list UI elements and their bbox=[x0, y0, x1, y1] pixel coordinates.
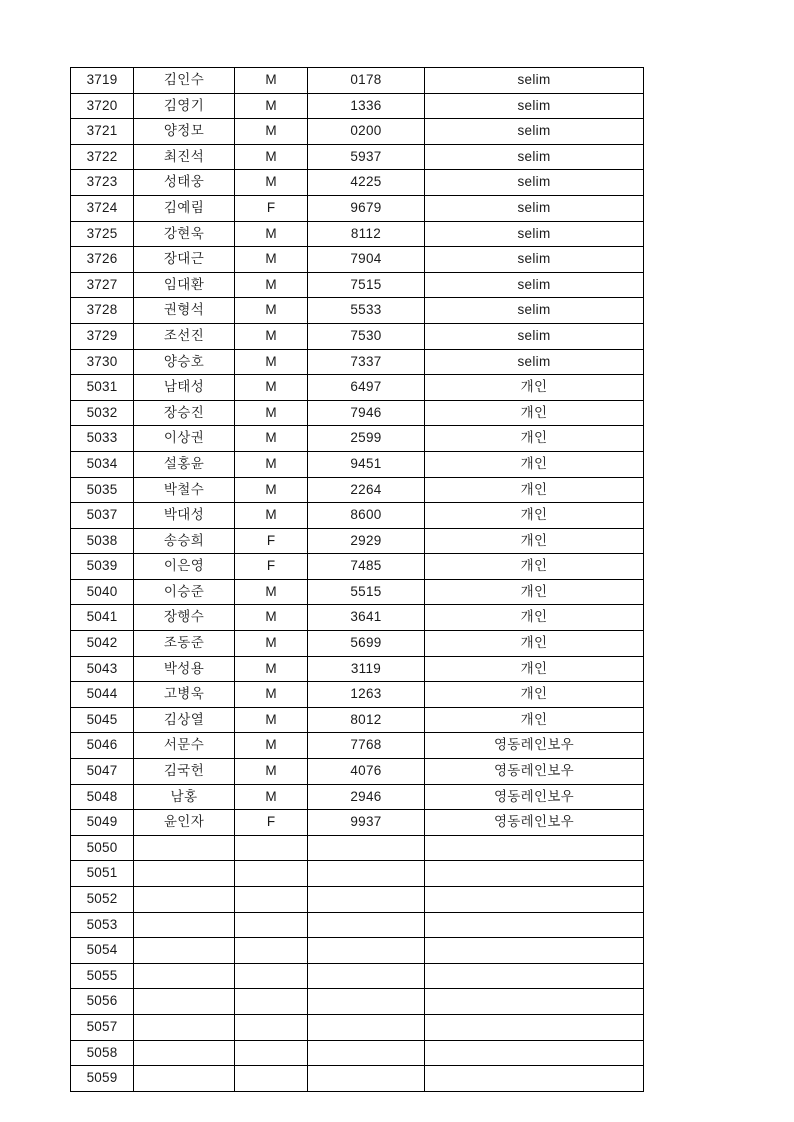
table-cell-sex: M bbox=[235, 144, 308, 170]
table-cell-num: 7530 bbox=[308, 323, 425, 349]
table-cell-name bbox=[134, 912, 235, 938]
table-cell-name: 이승준 bbox=[134, 579, 235, 605]
table-cell-sex bbox=[235, 1066, 308, 1092]
table-cell-org bbox=[425, 861, 644, 887]
table-cell-num: 5515 bbox=[308, 579, 425, 605]
table-cell-id: 5038 bbox=[71, 528, 134, 554]
table-cell-id: 5050 bbox=[71, 835, 134, 861]
table-cell-num: 7768 bbox=[308, 733, 425, 759]
table-cell-name: 박성용 bbox=[134, 656, 235, 682]
table-cell-num: 9451 bbox=[308, 451, 425, 477]
table-cell-id: 5043 bbox=[71, 656, 134, 682]
table-cell-num: 8112 bbox=[308, 221, 425, 247]
table-cell-id: 3727 bbox=[71, 272, 134, 298]
table-cell-name: 김인수 bbox=[134, 68, 235, 94]
table-cell-id: 5039 bbox=[71, 554, 134, 580]
table-cell-org bbox=[425, 963, 644, 989]
table-cell-org: selim bbox=[425, 298, 644, 324]
table-cell-id: 3723 bbox=[71, 170, 134, 196]
table-cell-sex: M bbox=[235, 477, 308, 503]
table-cell-sex: M bbox=[235, 682, 308, 708]
table-cell-org bbox=[425, 989, 644, 1015]
table-cell-num bbox=[308, 912, 425, 938]
table-cell-id: 5041 bbox=[71, 605, 134, 631]
table-cell-org: 개인 bbox=[425, 579, 644, 605]
table-cell-sex: M bbox=[235, 375, 308, 401]
table-cell-org: 개인 bbox=[425, 477, 644, 503]
table-row bbox=[71, 605, 644, 631]
table-cell-num: 7337 bbox=[308, 349, 425, 375]
table-cell-name: 박철수 bbox=[134, 477, 235, 503]
table-cell-id: 5032 bbox=[71, 400, 134, 426]
table-cell-id: 3721 bbox=[71, 119, 134, 145]
table-cell-name: 성태웅 bbox=[134, 170, 235, 196]
table-cell-name: 장행수 bbox=[134, 605, 235, 631]
table-cell-name: 양정모 bbox=[134, 119, 235, 145]
table-cell-id: 5054 bbox=[71, 938, 134, 964]
roster-table bbox=[70, 67, 644, 1092]
table-cell-id: 5045 bbox=[71, 707, 134, 733]
table-cell-num: 9937 bbox=[308, 810, 425, 836]
table-row bbox=[71, 349, 644, 375]
table-row bbox=[71, 119, 644, 145]
table-cell-sex: M bbox=[235, 400, 308, 426]
table-cell-sex bbox=[235, 963, 308, 989]
table-cell-org bbox=[425, 912, 644, 938]
table-row bbox=[71, 272, 644, 298]
table-row bbox=[71, 298, 644, 324]
table-cell-name: 최진석 bbox=[134, 144, 235, 170]
table-cell-num: 2929 bbox=[308, 528, 425, 554]
table-cell-name: 김예림 bbox=[134, 195, 235, 221]
table-cell-sex: M bbox=[235, 349, 308, 375]
table-row bbox=[71, 93, 644, 119]
table-row bbox=[71, 579, 644, 605]
table-cell-id: 3729 bbox=[71, 323, 134, 349]
table-cell-id: 5033 bbox=[71, 426, 134, 452]
table-cell-name: 강현욱 bbox=[134, 221, 235, 247]
table-row bbox=[71, 195, 644, 221]
table-cell-name: 김상열 bbox=[134, 707, 235, 733]
table-row bbox=[71, 912, 644, 938]
table-cell-name bbox=[134, 835, 235, 861]
table-cell-num: 1263 bbox=[308, 682, 425, 708]
table-cell-num bbox=[308, 989, 425, 1015]
table-row bbox=[71, 810, 644, 836]
table-cell-id: 5053 bbox=[71, 912, 134, 938]
table-row bbox=[71, 631, 644, 657]
table-cell-sex: M bbox=[235, 119, 308, 145]
table-cell-org: 개인 bbox=[425, 375, 644, 401]
table-cell-sex: F bbox=[235, 554, 308, 580]
table-cell-org: 개인 bbox=[425, 682, 644, 708]
table-cell-name: 서문수 bbox=[134, 733, 235, 759]
table-cell-name bbox=[134, 1014, 235, 1040]
table-cell-sex: M bbox=[235, 656, 308, 682]
table-row bbox=[71, 426, 644, 452]
table-cell-id: 5040 bbox=[71, 579, 134, 605]
table-cell-name: 권형석 bbox=[134, 298, 235, 324]
table-cell-num: 9679 bbox=[308, 195, 425, 221]
table-cell-sex bbox=[235, 912, 308, 938]
table-cell-num: 7904 bbox=[308, 247, 425, 273]
table-cell-org bbox=[425, 938, 644, 964]
table-cell-org: 개인 bbox=[425, 631, 644, 657]
table-row bbox=[71, 323, 644, 349]
table-cell-name bbox=[134, 989, 235, 1015]
table-row bbox=[71, 759, 644, 785]
table-cell-num: 3641 bbox=[308, 605, 425, 631]
table-cell-num: 4076 bbox=[308, 759, 425, 785]
table-cell-name: 남홍 bbox=[134, 784, 235, 810]
table-cell-id: 3724 bbox=[71, 195, 134, 221]
table-cell-org: 개인 bbox=[425, 554, 644, 580]
table-cell-num: 3119 bbox=[308, 656, 425, 682]
table-cell-org: 영동레인보우 bbox=[425, 759, 644, 785]
table-cell-num bbox=[308, 1066, 425, 1092]
table-cell-num: 7515 bbox=[308, 272, 425, 298]
table-cell-sex: M bbox=[235, 247, 308, 273]
table-cell-sex: M bbox=[235, 784, 308, 810]
table-cell-name: 남태성 bbox=[134, 375, 235, 401]
table-cell-name: 양승호 bbox=[134, 349, 235, 375]
table-cell-org bbox=[425, 887, 644, 913]
table-row bbox=[71, 400, 644, 426]
table-cell-sex: M bbox=[235, 707, 308, 733]
table-cell-sex: F bbox=[235, 195, 308, 221]
table-cell-num: 5937 bbox=[308, 144, 425, 170]
table-cell-sex: M bbox=[235, 93, 308, 119]
table-cell-name: 장승진 bbox=[134, 400, 235, 426]
table-cell-sex: M bbox=[235, 503, 308, 529]
table-cell-num: 7946 bbox=[308, 400, 425, 426]
table-cell-org: selim bbox=[425, 221, 644, 247]
table-cell-name: 이은영 bbox=[134, 554, 235, 580]
table-cell-name bbox=[134, 887, 235, 913]
table-cell-org: selim bbox=[425, 195, 644, 221]
table-cell-sex: F bbox=[235, 810, 308, 836]
table-cell-num: 4225 bbox=[308, 170, 425, 196]
table-row bbox=[71, 835, 644, 861]
table-cell-org: 영동레인보우 bbox=[425, 733, 644, 759]
table-row bbox=[71, 68, 644, 94]
table-cell-name: 김국헌 bbox=[134, 759, 235, 785]
table-cell-id: 3730 bbox=[71, 349, 134, 375]
table-cell-name: 송승희 bbox=[134, 528, 235, 554]
table-cell-id: 5056 bbox=[71, 989, 134, 1015]
table-row bbox=[71, 963, 644, 989]
table-row bbox=[71, 682, 644, 708]
table-row bbox=[71, 861, 644, 887]
table-cell-num: 7485 bbox=[308, 554, 425, 580]
table-row bbox=[71, 989, 644, 1015]
table-row bbox=[71, 707, 644, 733]
table-cell-num: 8600 bbox=[308, 503, 425, 529]
table-cell-num: 0200 bbox=[308, 119, 425, 145]
table-cell-id: 5031 bbox=[71, 375, 134, 401]
table-row bbox=[71, 477, 644, 503]
table-cell-sex: F bbox=[235, 528, 308, 554]
table-cell-name: 고병욱 bbox=[134, 682, 235, 708]
roster-table-container bbox=[70, 67, 643, 1092]
table-cell-name: 윤인자 bbox=[134, 810, 235, 836]
table-row bbox=[71, 375, 644, 401]
table-cell-id: 5055 bbox=[71, 963, 134, 989]
table-cell-sex bbox=[235, 861, 308, 887]
table-cell-id: 5051 bbox=[71, 861, 134, 887]
table-cell-num bbox=[308, 887, 425, 913]
table-cell-id: 5058 bbox=[71, 1040, 134, 1066]
table-cell-org: selim bbox=[425, 119, 644, 145]
table-cell-name: 이상권 bbox=[134, 426, 235, 452]
table-cell-sex: M bbox=[235, 272, 308, 298]
table-row bbox=[71, 554, 644, 580]
table-cell-num bbox=[308, 835, 425, 861]
table-cell-org: selim bbox=[425, 349, 644, 375]
table-cell-sex bbox=[235, 1014, 308, 1040]
table-cell-name bbox=[134, 1040, 235, 1066]
table-cell-name bbox=[134, 938, 235, 964]
table-cell-num: 1336 bbox=[308, 93, 425, 119]
table-cell-num: 2946 bbox=[308, 784, 425, 810]
table-cell-sex: M bbox=[235, 68, 308, 94]
table-row bbox=[71, 170, 644, 196]
table-cell-org: 개인 bbox=[425, 426, 644, 452]
table-cell-org: selim bbox=[425, 323, 644, 349]
table-row bbox=[71, 1066, 644, 1092]
table-cell-num bbox=[308, 938, 425, 964]
table-cell-sex: M bbox=[235, 733, 308, 759]
table-cell-num: 0178 bbox=[308, 68, 425, 94]
table-row bbox=[71, 451, 644, 477]
table-cell-id: 5046 bbox=[71, 733, 134, 759]
table-row bbox=[71, 528, 644, 554]
table-row bbox=[71, 503, 644, 529]
table-row bbox=[71, 221, 644, 247]
table-cell-id: 5048 bbox=[71, 784, 134, 810]
table-cell-org: 영동레인보우 bbox=[425, 784, 644, 810]
table-cell-org bbox=[425, 835, 644, 861]
table-cell-org: 영동레인보우 bbox=[425, 810, 644, 836]
table-cell-sex bbox=[235, 938, 308, 964]
table-cell-name bbox=[134, 1066, 235, 1092]
table-cell-name: 김영기 bbox=[134, 93, 235, 119]
table-cell-org: selim bbox=[425, 272, 644, 298]
table-row bbox=[71, 656, 644, 682]
table-cell-num bbox=[308, 1040, 425, 1066]
table-cell-id: 3720 bbox=[71, 93, 134, 119]
table-cell-sex: M bbox=[235, 298, 308, 324]
table-cell-sex bbox=[235, 835, 308, 861]
table-cell-sex: M bbox=[235, 170, 308, 196]
table-cell-id: 5034 bbox=[71, 451, 134, 477]
table-cell-org bbox=[425, 1066, 644, 1092]
table-cell-num bbox=[308, 861, 425, 887]
table-cell-num: 5699 bbox=[308, 631, 425, 657]
table-cell-sex: M bbox=[235, 451, 308, 477]
table-cell-org: 개인 bbox=[425, 605, 644, 631]
table-cell-sex: M bbox=[235, 221, 308, 247]
table-cell-id: 5057 bbox=[71, 1014, 134, 1040]
table-cell-org: selim bbox=[425, 170, 644, 196]
table-cell-id: 5035 bbox=[71, 477, 134, 503]
table-row bbox=[71, 247, 644, 273]
table-cell-id: 3722 bbox=[71, 144, 134, 170]
table-cell-id: 5044 bbox=[71, 682, 134, 708]
table-cell-num bbox=[308, 963, 425, 989]
table-cell-id: 5047 bbox=[71, 759, 134, 785]
table-cell-org: selim bbox=[425, 68, 644, 94]
table-cell-num bbox=[308, 1014, 425, 1040]
table-row bbox=[71, 784, 644, 810]
table-cell-id: 3726 bbox=[71, 247, 134, 273]
table-cell-sex bbox=[235, 1040, 308, 1066]
table-cell-name: 임대환 bbox=[134, 272, 235, 298]
table-cell-org: 개인 bbox=[425, 528, 644, 554]
table-cell-num: 8012 bbox=[308, 707, 425, 733]
table-cell-org: 개인 bbox=[425, 400, 644, 426]
table-cell-id: 5037 bbox=[71, 503, 134, 529]
table-row bbox=[71, 1014, 644, 1040]
table-cell-org: 개인 bbox=[425, 707, 644, 733]
table-cell-name: 박대성 bbox=[134, 503, 235, 529]
table-cell-id: 5052 bbox=[71, 887, 134, 913]
table-cell-name: 설홍윤 bbox=[134, 451, 235, 477]
table-cell-org: 개인 bbox=[425, 451, 644, 477]
table-cell-sex: M bbox=[235, 631, 308, 657]
table-cell-sex bbox=[235, 989, 308, 1015]
table-cell-num: 5533 bbox=[308, 298, 425, 324]
table-row bbox=[71, 938, 644, 964]
table-row bbox=[71, 733, 644, 759]
table-cell-org: 개인 bbox=[425, 656, 644, 682]
table-cell-name bbox=[134, 861, 235, 887]
table-cell-num: 6497 bbox=[308, 375, 425, 401]
table-cell-name: 조동준 bbox=[134, 631, 235, 657]
roster-table-body bbox=[71, 68, 644, 1092]
table-cell-org: selim bbox=[425, 93, 644, 119]
table-cell-name: 장대근 bbox=[134, 247, 235, 273]
table-cell-num: 2599 bbox=[308, 426, 425, 452]
table-cell-id: 3719 bbox=[71, 68, 134, 94]
table-cell-sex: M bbox=[235, 605, 308, 631]
table-cell-name bbox=[134, 963, 235, 989]
table-cell-id: 3725 bbox=[71, 221, 134, 247]
table-cell-num: 2264 bbox=[308, 477, 425, 503]
table-cell-id: 5059 bbox=[71, 1066, 134, 1092]
table-cell-org bbox=[425, 1040, 644, 1066]
table-cell-sex: M bbox=[235, 426, 308, 452]
table-cell-sex: M bbox=[235, 759, 308, 785]
table-row bbox=[71, 144, 644, 170]
table-cell-org: 개인 bbox=[425, 503, 644, 529]
table-cell-name: 조선진 bbox=[134, 323, 235, 349]
table-cell-org bbox=[425, 1014, 644, 1040]
table-cell-id: 3728 bbox=[71, 298, 134, 324]
table-cell-sex: M bbox=[235, 579, 308, 605]
table-cell-id: 5049 bbox=[71, 810, 134, 836]
table-row bbox=[71, 1040, 644, 1066]
table-cell-id: 5042 bbox=[71, 631, 134, 657]
table-cell-sex bbox=[235, 887, 308, 913]
table-cell-org: selim bbox=[425, 144, 644, 170]
table-row bbox=[71, 887, 644, 913]
table-cell-sex: M bbox=[235, 323, 308, 349]
table-cell-org: selim bbox=[425, 247, 644, 273]
